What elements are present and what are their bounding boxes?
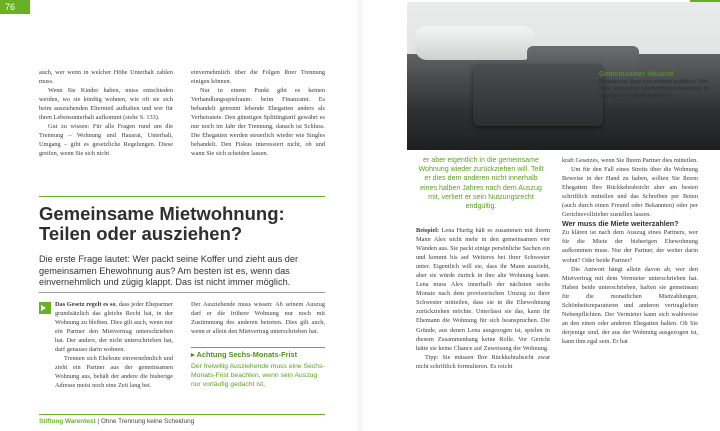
page-number: 76: [0, 0, 30, 14]
suitcase-shape: [473, 64, 603, 126]
heading-rule: [39, 196, 325, 197]
bold-lead-in: Das Gesetz regelt es so: [55, 301, 116, 308]
caption-text: Bettwäsche lässt sich einfach aufteilen. Wer Sofa, Fernseher, Küchenmöbel bekommt, ist dagegen Verhandlungssache.: [599, 79, 710, 99]
paragraph: Um für den Fall eines Streits über die Wohnung Beweise in der Hand zu haben, sollten Sie Ihrem Ehegatten Ihre Rückkehrabsicht aber am besten schriftlich mitteilen und das Schreiben per Boten (auch durch einen Freund oder Bekannten) oder per Gerichtsvollzieher zustellen lassen.: [562, 166, 698, 219]
lead-paragraph: Die erste Frage lautet: Wer packt seine Koffer und zieht aus der gemeinsamen Ehewohnung aus? Am besten ist es, wenn das einvernehmlich und zügig klappt. Das ist nicht immer möglich.: [39, 254, 299, 288]
body-column-2: [562, 156, 698, 346]
paragraph-text: Lena Hurtig hält es zusammen mit ihrem Mann Alex nicht mehr in den gemeinsamen vier Wänden aus. Sie packt einige persönliche Sachen ein und kommt bis auf Weiteres bei ihrer Schwester unter. Eigentlich will sie, dass ihr Mann auszieht, aber sie würde zurück in ihre alte Wohnung kann. Lena muss Alex innerhalb der nächsten sechs Monate nach dem provisorischen Umzug zu ihrer Schwester mitteilen, dass sie in die Ehewohnung zurückziehen möchte. Unterlässt sie das, kann ihr Ehemann die Wohnung für sich beanspruchen. Die Gründe, aus denen Lena ausgezogen ist, spielen in diesem Zusammenhang keine Rolle. Vor Gericht hätte sie keine Chance auf Zuweisung der Wohnung.: [416, 227, 550, 352]
heading-line: Teilen oder ausziehen?: [39, 223, 243, 244]
paragraph: [416, 226, 550, 353]
paragraph: Gut zu wissen: Für alle Fragen rund um die Trennung – Wohnung und Hausrat, Unterhalt, Umgang – gibt es gesetzliche Regelungen. Diese greifen, wenn Sie sich nicht: [39, 123, 173, 158]
tip-box-text: Der freiwillig Ausziehende muss eine Sechs-Monats-Frist beachten, wenn sein Auszug nur vorläufig gedacht ist,: [191, 363, 325, 388]
suitcase-photo: [407, 2, 720, 150]
caption-title: Gemeinsamer Hausrat: [599, 71, 674, 78]
footer-separator: |: [97, 418, 100, 425]
section-heading: [39, 204, 339, 244]
box-rule: [191, 347, 325, 348]
body-column-2: [191, 68, 325, 158]
paragraph: Trennen sich Eheleute einvernehmlich und zieht ein Partner aus der gemeinsamen Wohnung aus, behält der andere die bisherige Adresse meist noch eine Zeit lang bei.: [55, 355, 173, 390]
paragraph: auch, wer wenn in welcher Höhe Unterhalt zahlen muss.: [39, 69, 173, 86]
body-column-1: [416, 226, 550, 371]
paragraph: Tipp: Sie müssen Ihre Rückkehrabsicht zwar nicht schriftlich formulieren. Es reicht: [416, 353, 550, 370]
subheading: Wer muss die Miete weiterzahlen?: [562, 219, 679, 229]
bold-lead-in: Beispiel:: [416, 227, 440, 234]
footer-brand: Stiftung Warentest: [39, 418, 96, 425]
paragraph: Zu klären ist nach dem Auszug eines Partners, wer für die Miete der bisherigen Ehewohnung aufkommen muss. Nur der Partner, der weiter darin wohnt? Oder beide Partner?: [562, 229, 698, 264]
paragraph: Die Antwort hängt allein davon ab, wer den Mietvertrag mit dem Vermieter unterschrieben hat. Haben beide unterschrieben, haften sie gemeinsam für die monatlichen Mietzahlungen, Schönheitsreparaturen und anderen vertraglichen Nebenpflichten. Der Vermieter kann sich wahlweise an den einen oder anderen Ehegatten halten. Ob Sie derjenige sind, der aus der Wohnung ausgezogen ist, kann ihm egal sein. Er hat: [562, 265, 698, 345]
paragraph: einvernehmlich über die Folgen Ihrer Trennung einigen können.: [191, 69, 325, 86]
paragraph: Wenn Sie Kinder haben, muss entschieden werden, wo sie künftig wohnen, wie oft sie sich beim ausziehenden Elternteil aufhalten und wer für ihren Lebensunterhalt aufkommt (siehe S. 133).: [39, 87, 173, 122]
lower-column-2: [191, 300, 325, 336]
paragraph: Nur in einem Punkt gibt es keinen Verhandlungsspielraum: beim Finanzamt. Es behandelt getrennt lebende Ehegatten anders als Verheiratete. Den günstigen Splittingtarif gewährt es nur noch im Jahr der Trennung, danach ist Schluss. Die Ehegatten werden steuerlich wieder wie Singles behandelt. Den Fiskus interessiert nicht, ob und wann Sie sich scheiden lassen.: [191, 87, 325, 158]
photo-caption: [599, 70, 713, 100]
paragraph: Der Ausziehende muss wissen: Ab seinem Auszug darf er die frühere Wohnung nur noch mit Zustimmung des anderen betreten. Dies gilt auch, wenn er allein den Mietvertrag unterschrieben hat.: [191, 301, 325, 336]
pillow-shape: [415, 26, 535, 60]
tip-box-heading: ▸ Achtung Sechs-Monats-Frist: [191, 350, 298, 359]
paragraph: [55, 300, 173, 354]
page-footer: [39, 418, 194, 425]
body-column-1: [39, 68, 173, 158]
paragraph: kraft Gesetzes, wenn Sie Ihrem Partner dies mitteilen.: [562, 157, 698, 164]
page-77: [362, 0, 720, 431]
footer-rule: [39, 414, 325, 415]
footer-title: Ohne Trennung keine Scheidung: [100, 418, 195, 425]
lead-rule: [39, 292, 325, 293]
arrow-right-icon: [39, 302, 51, 314]
heading-line: Gemeinsame Mietwohnung:: [39, 203, 285, 224]
paragraph-text: , dass jeder Ehepartner grundsätzlich das gleiche Recht hat, in der Wohnung zu bleiben. Dies gilt auch, wenn nur ein Partner den Mietvertrag unterschrieben hat. Der andere, der nicht unterschrieben hat, darf genauso darin wohnen.: [55, 301, 173, 354]
pull-quote: er aber eigentlich in die gemeinsame Wohnung wieder zurückziehen will. Teilt er dies dem anderen nicht innerhalb eines halben Jahres nach dem Auszug mit, verliert er sein Nutzungsrecht endgültig.: [418, 156, 544, 211]
page-76: [0, 0, 358, 431]
lower-column-1: [55, 300, 173, 390]
tip-box-title: Achtung Sechs-Monats-Frist: [196, 350, 298, 359]
